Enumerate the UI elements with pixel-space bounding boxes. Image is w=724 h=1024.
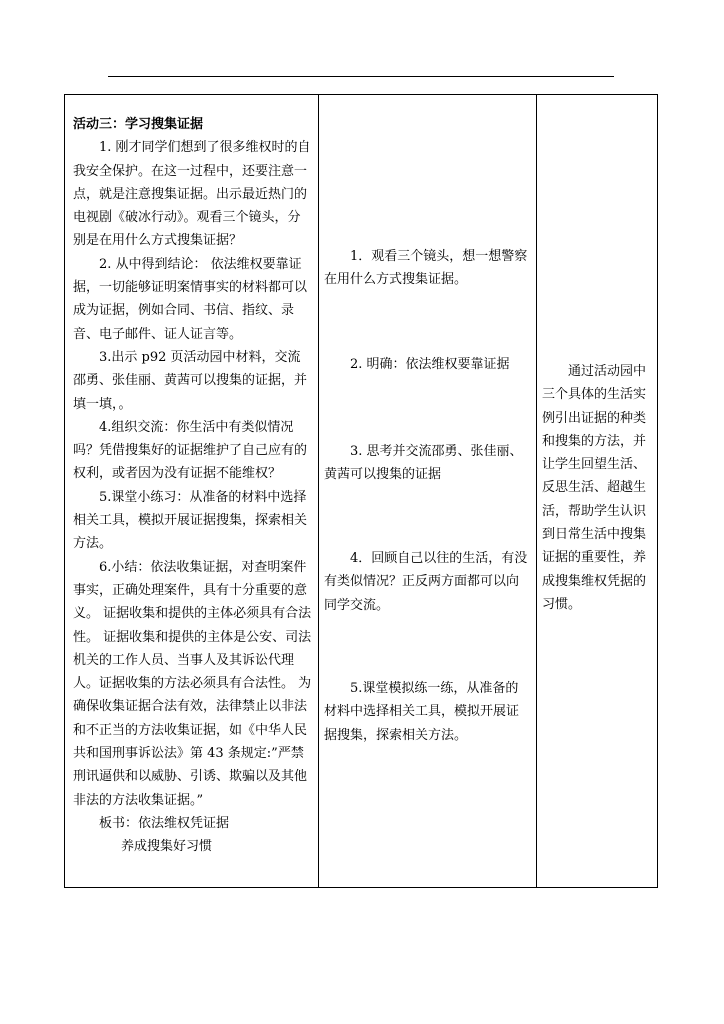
blackboard-line-1: 板书：依法维权凭证据 (99, 815, 230, 831)
student-step-3: 3. 思考并交流邵勇、张佳丽、黄茜可以搜集的证据 (324, 444, 523, 483)
page-header-rule (108, 76, 614, 77)
student-step-2: 2. 明确：依法维权要靠证据 (350, 357, 510, 372)
teacher-step-5: 5.课堂小练习：从准备的材料中选择相关工具，模拟开展证据搜集，探索相关方法。 (73, 489, 308, 552)
teacher-step-4: 4.组织交流：你生活中有类似情况吗？凭借搜集好的证据维护了自己应有的权利，或者因为没有证据不能维权？ (73, 419, 308, 482)
teacher-step-1: 1. 刚才同学们想到了很多维权时的自我安全保护。在这一过程中，还要注意一点，就是注意搜集证据。出示最近热门的电视剧《破冰行动》。观看三个镜头，分别是在用什么方式搜集证据？ (73, 140, 311, 249)
design-intent-text: 通过活动园中三个具体的生活实例引出证据的种类和搜集的方法，并让学生回望生活、反思生活、超越生活，帮助学生认识到日常生活中搜集证据的重要性，养成搜集维权凭据的习惯。 (542, 364, 647, 612)
design-intent-cell (537, 95, 658, 887)
teacher-step-6-summary: 6.小结：依法收集证据，对查明案件事实，正确处理案件，具有十分重要的意义。 证据收集和提供的主体必须具有合法性。 证据收集和提供的主体是公安、司法机关的工作人员、当事人及其诉讼代理人。证据收集的方法必须具有合法性。 为确保收集证据合法有效，法律禁止以非法和不正当的方法收集证据，如《中华人民共和国刑事诉讼法》第 43 条规定:”严禁刑讯逼供和以威胁、引诱、欺骗以及其他非法的方法收集证据。” (73, 559, 312, 808)
teacher-step-2: 2. 从中得到结论： 依法维权要靠证据，一切能够证明案情事实的材料都可以成为证据，例如合同、书信、指纹、录音、电子邮件、证人证言等。 (73, 256, 308, 342)
teacher-activity-cell (65, 95, 318, 887)
teacher-step-3: 3.出示 p92 页活动园中材料，交流邵勇、张佳丽、黄茜可以搜集的证据，并填一填，。 (73, 349, 308, 412)
student-step-5: 5.课堂模拟练一练，从准备的材料中选择相关工具，模拟开展证据搜集，探索相关方法。 (324, 681, 520, 743)
blackboard-line-2: 养成搜集好习惯 (121, 839, 213, 855)
lesson-table (64, 94, 658, 888)
student-step-4: 4．回顾自己以往的生活，有没有类似情况？正反两方面都可以向同学交流。 (324, 551, 528, 613)
activity-title: 活动三：学习搜集证据 (73, 117, 204, 132)
student-step-1: 1．观看三个镜头，想一想警察在用什么方式搜集证据。 (324, 249, 528, 288)
student-activity-cell (319, 95, 536, 887)
